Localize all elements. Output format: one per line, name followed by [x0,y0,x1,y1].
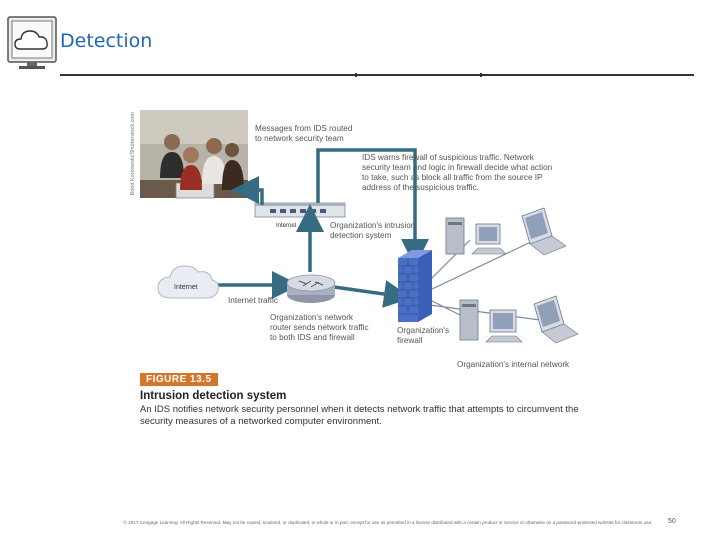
slide-title: Detection [60,30,153,52]
title-rule-accent [355,73,357,77]
figure-label: FIGURE 13.5 [140,373,218,386]
label-firewall: Organization's firewall [397,326,450,345]
figure-caption: An IDS notifies network security personnel when it detects network traffic that attempts to circumvent the security measures of a networked computer environment. [140,404,579,427]
label-ids-warns: IDS warns firewall of suspicious traffic. Network security team and logic in firewall decide what action to take, such as block all traffic from the source IP address of the suspicious traffic. [362,153,553,192]
desktop-computer-icon [460,300,522,342]
copyright-notice: © 2017 Cengage Learning. All Rights Reserved. May not be copied, scanned, or duplicated, in whole or in part, except for use as permitted in a license distributed with a certain product or service or otherwise on a password-protected website for classroom use. [123,520,653,525]
label-cloud: Internet [174,284,198,291]
label-internet-traffic: Internet traffic [228,296,278,305]
label-internet-device: Internet [276,223,297,229]
desktop-computer-icon [446,218,506,254]
label-messages: Messages from IDS routed to network security team [255,124,353,143]
figure-title: Intrusion detection system [140,390,287,402]
title-rule-accent [480,73,482,77]
page-number: 50 [668,518,676,525]
photo-credit: Bond Korzewski/Shutterstock.com [130,112,136,196]
router-icon [287,275,335,303]
cloud-monitor-icon [5,14,59,72]
laptop-icon [522,208,566,255]
title-rule [60,74,694,76]
internet-cloud [158,266,218,298]
security-team-photo [140,110,248,198]
label-router: Organization's network router sends network traffic to both IDS and firewall [270,313,369,342]
firewall-icon [398,250,432,322]
laptop-icon [534,296,578,343]
link-router-firewall [334,287,398,296]
ids-appliance [255,203,345,217]
label-ids: Organization's intrusion detection system [330,221,416,240]
label-internal-network: Organization's internal network [457,360,570,369]
